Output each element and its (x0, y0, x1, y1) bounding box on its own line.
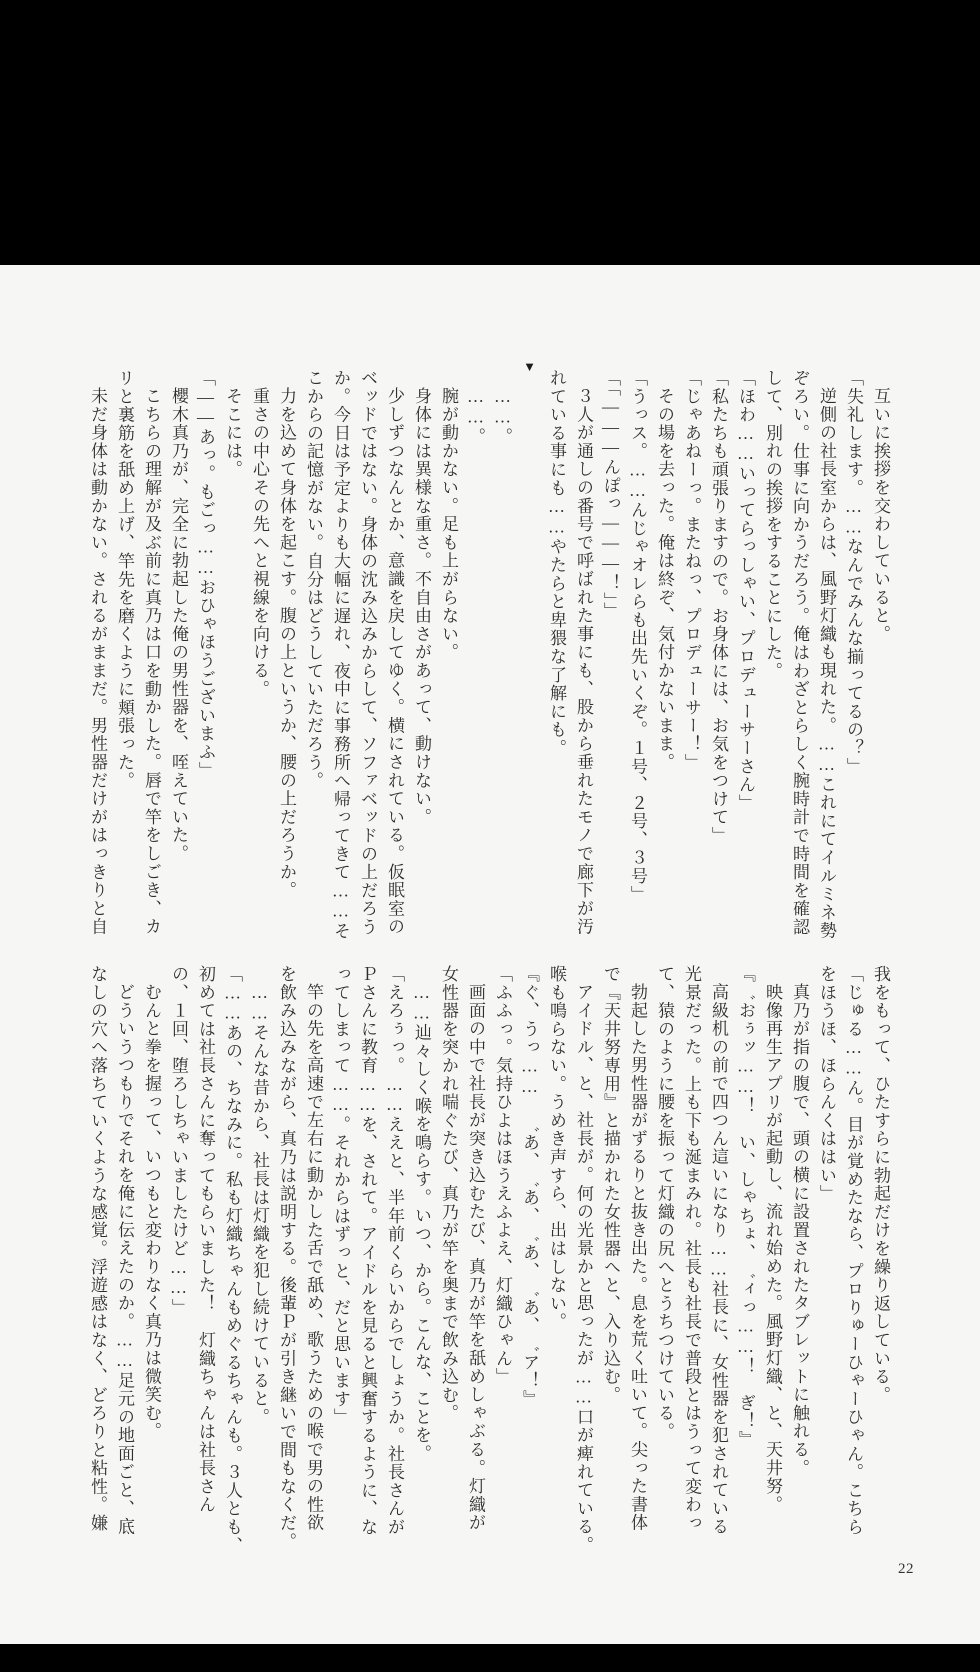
text-column: その場を去った。俺は終ぞ、気付かないまま。 (655, 387, 674, 772)
text-column: 「失礼します。……なんでみんな揃ってるの？」 (844, 369, 863, 776)
text-column: そこには。 (223, 387, 242, 479)
text-column: ぞろい。仕事に向かうだろう。俺はわざとらしく腕時計で時間を確認 (790, 369, 809, 937)
text-column: 「えろぅっ。……ええと、半年前くらいからでしょうか。社長さんが (385, 965, 404, 1537)
text-column: 重さの中心その先へと視線を向ける。 (250, 387, 269, 699)
text-column: ３人が通しの番号で呼ばれた事にも、股から垂れたモノで廊下が汚 (574, 387, 593, 936)
text-column: ……。 (493, 387, 512, 446)
text-column: して、別れの挨拶をすることにした。 (763, 369, 782, 681)
text-column: 我をもって、ひたすらに勃起だけを繰り返している。 (871, 965, 890, 1405)
page-number: 22 (898, 1561, 914, 1577)
text-column: 未だ身体は動かない。されるがままだ。男性器だけがはっきりと自 (88, 387, 107, 936)
text-column: なしの穴へ落ちていくような感覚。浮遊感はなく、どろりと粘性。嫌 (88, 965, 107, 1533)
text-column: 「じゅる……ん。目が覚めたなら、プロりゅーひゃーひゃん。こちら (844, 965, 863, 1537)
text-column: 「……あの、ちなみに。私も灯織ちゃんもめぐるちゃんも。３人とも、 (223, 965, 242, 1555)
letterbox-top (0, 0, 980, 265)
text-column: 勃起した男性器がずるりと抜き出た。息を荒く吐いて。尖った書体 (628, 983, 647, 1532)
text-column: 『ぐ、うっ…… ゛あ、゛あ、゛あ、゛あ、゛ア！』 (520, 965, 539, 1409)
text-column: か。今日は予定よりも大幅に遅れ、夜中に事務所へ帰ってきて……そ (331, 369, 350, 941)
text-column: 「じゃあねーっ。またねっ、プロデューサー！」 (682, 369, 701, 772)
letterbox-bottom (0, 1644, 980, 1672)
text-column: 互いに挨拶を交わしていると。 (871, 387, 890, 644)
text-column: 『゛おぅッ……！ い、しゃちょ、゛ィっ……！ ぎ！』 (736, 965, 755, 1449)
section-break-marker: ▼ (522, 359, 537, 374)
text-column: て、猿のように腰を振って灯織の尻へとうちつけている。 (655, 965, 674, 1441)
text-column: むんと拳を握って、いつもと変わりなく真乃は微笑む。 (142, 983, 161, 1441)
text-column: れている事にも……やたらと卑猥な了解にも。 (547, 369, 566, 758)
text-column: 光景だった。上も下も涎まみれ。社長も社長で普段とはうって変わっ (682, 965, 701, 1533)
text-column: 真乃が指の腹で、頭の横に設置されたタブレットに触れる。 (790, 983, 809, 1478)
text-column: 「うっス。……んじゃオレらも出先いくぞ。１号、２号、３号」 (628, 369, 647, 904)
text-column: 初めては社長さんに奪ってもらいました！ 灯織ちゃんは社長さん (196, 965, 215, 1514)
text-column: アイドル、と、社長が。何の光景かと思ったが……口が痺れている。 (574, 983, 593, 1555)
text-column: 「私たちも頑張りますので。お身体には、お気をつけて」 (709, 369, 728, 845)
scanned-page (0, 265, 980, 1644)
text-column: ってしまって……。それからはずっと、だと思います」 (331, 965, 350, 1427)
text-column: Ｐさんに教育……を、されて。アイドルを見ると興奮するように、な (358, 965, 377, 1537)
text-column: 「ふふっ。気持ひよはほうえふよえ、灯織ひゃん」 (493, 965, 512, 1386)
text-column: で『天井努専用』と描かれた女性器へと、入り込む。 (601, 965, 620, 1405)
lower-text-block (84, 965, 894, 1555)
text-column: 腕が動かない。足も上がらない。 (439, 387, 458, 662)
text-column: 画面の中で社長が突き込むたび、真乃が竿を舐めしゃぶる。灯織が (466, 983, 485, 1532)
text-column: ベッドではない。身体の沈み込みからして、ソファベッドの上だろう (358, 369, 377, 937)
text-column: 喉も鳴らない。うめき声すら、出はしない。 (547, 965, 566, 1331)
text-column: どういうつもりでそれを俺に伝えたのか。……足元の地面ごと、底 (115, 983, 134, 1536)
text-column: 身体には異様な重さ。不自由さがあって、動けない。 (412, 387, 431, 827)
text-column: 女性器を突かれ喘ぐたび、真乃が竿を奥まで飲み込む。 (439, 965, 458, 1423)
text-column: ……。 (466, 387, 485, 446)
text-column: の、１回、堕ろしちゃいましたけど……」 (169, 965, 188, 1317)
text-column: ……そんな昔から、社長は灯織を犯し続けていると。 (250, 983, 269, 1427)
text-column: 「「―――んぽっ―――！」」 (601, 369, 620, 621)
text-column: 力を込めて身体を起こす。腹の上というか、腰の上だろうか。 (277, 387, 296, 900)
text-column: 高級机の前で四つん這いになり……社長に、女性器を犯されている (709, 983, 728, 1536)
text-column: 「ほわ……いってらっしゃい、プロデューサーさん」 (736, 369, 755, 813)
upper-text-block (84, 359, 894, 944)
text-column: 櫻木真乃が、完全に勃起した俺の男性器を、咥えていた。 (169, 387, 188, 863)
text-column: リと裏筋を舐め上げ、竿先を磨くように頬張った。 (115, 369, 134, 790)
text-column: 竿の先を高速で左右に動かした舌で舐め、歌うための喉で男の性欲 (304, 983, 323, 1532)
text-column: 映像再生アプリが起動し、流れ始めた。風野灯織、と、天井努。 (763, 983, 782, 1514)
text-column: こちらの理解が及ぶ前に真乃は口を動かした。唇で竿をしごき、カ (142, 387, 161, 936)
text-column: 少しずつなんとか、意識を戻してゆく。横にされている。仮眠室の (385, 387, 404, 936)
text-column: をほうほ、ほらんくははい」 (817, 965, 836, 1203)
text-column: 「――あっ。もごっ……おひゃほうございまふ」 (196, 369, 215, 780)
text-column: を飲み込みながら、真乃は説明する。後輩Ｐが引き継いで間もなくだ。 (277, 965, 296, 1551)
text-column: こからの記憶がない。自分はどうしていただろう。 (304, 369, 323, 790)
text-column: ……辿々しく喉を鳴らす。いつ、から。こんな、ことを。 (412, 983, 431, 1463)
text-column: 逆側の社長室からは、風野灯織も現れた。……これにてイルミネ勢 (817, 387, 836, 940)
